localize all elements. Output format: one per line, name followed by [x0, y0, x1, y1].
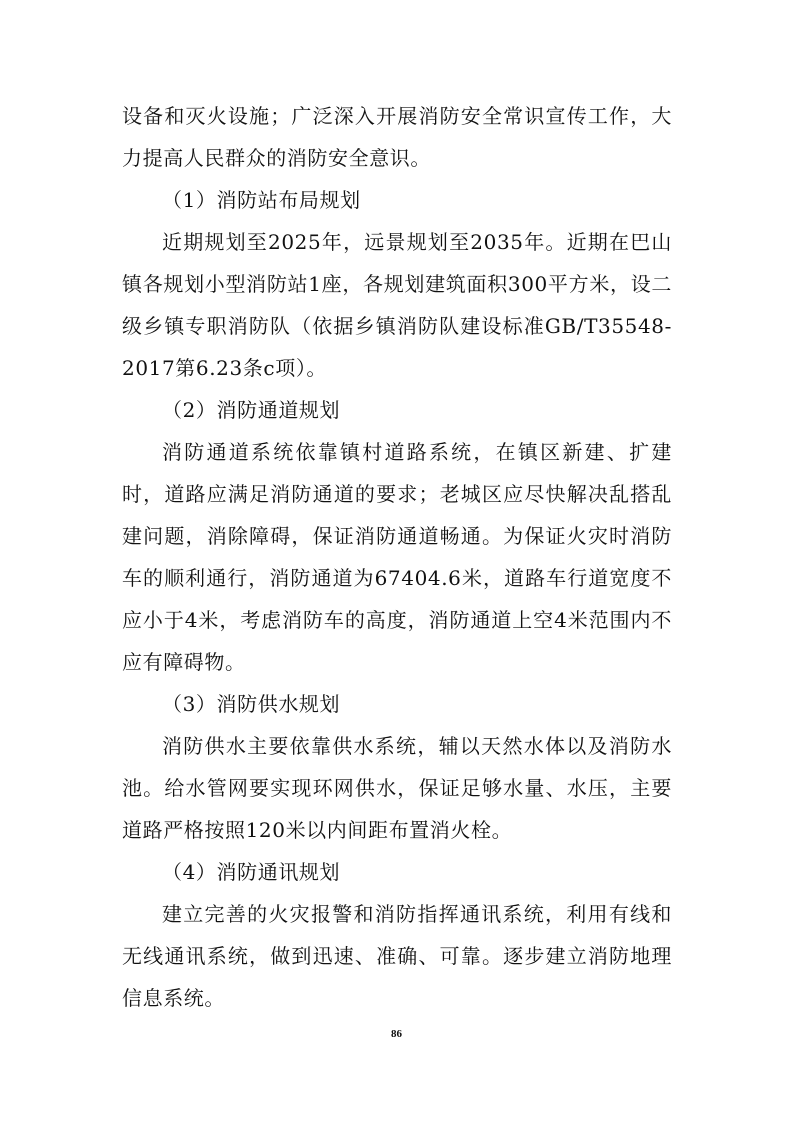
- section-heading-fire-station-layout: （1）消防站布局规划: [162, 188, 361, 212]
- section-heading-fire-communication: （4）消防通讯规划: [162, 860, 341, 884]
- paragraph-continued: 设备和灭火设施；广泛深入开展消防安全常识宣传工作，大力提高人民群众的消防安全意识。: [122, 104, 672, 170]
- section-heading-fire-water-supply: （3）消防供水规划: [162, 692, 341, 716]
- paragraph-fire-access-route: 消防通道系统依靠镇村道路系统，在镇区新建、扩建时，道路应满足消防通道的要求；老城区应尽快解决乱搭乱建问题，消除障碍，保证消防通道畅通。为保证火灾时消防车的顺利通行，消防通道为67404.6米，道路车行道宽度不应小于4米，考虑消防车的高度，消防通道上空4米范围内不应有障碍物。: [122, 440, 672, 674]
- page-number: 86: [391, 1028, 402, 1040]
- paragraph-fire-station-layout: 近期规划至2025年，远景规划至2035年。近期在巴山镇各规划小型消防站1座，各规划建筑面积300平方米，设二级乡镇专职消防队（依据乡镇消防队建设标准GB/T35548-2017第6.23条c项）。: [122, 230, 672, 380]
- page-content: [122, 95, 672, 1019]
- paragraph-fire-communication: 建立完善的火灾报警和消防指挥通讯系统，利用有线和无线通讯系统，做到迅速、准确、可靠。逐步建立消防地理信息系统。: [122, 902, 672, 1010]
- paragraph-fire-water-supply: 消防供水主要依靠供水系统，辅以天然水体以及消防水池。给水管网要实现环网供水，保证足够水量、水压，主要道路严格按照120米以内间距布置消火栓。: [122, 734, 672, 842]
- section-heading-fire-access-route: （2）消防通道规划: [162, 398, 341, 422]
